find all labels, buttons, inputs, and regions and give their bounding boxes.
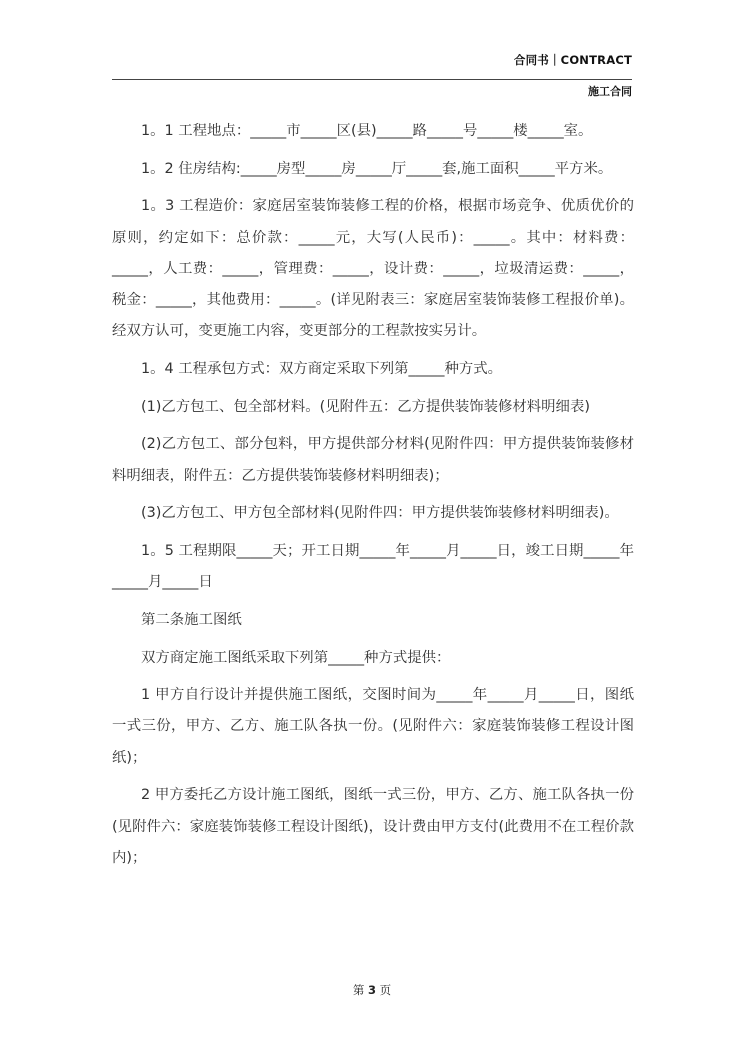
paragraph-1-3: 1。3 工程造价：家庭居室装饰装修工程的价格，根据市场竞争、优质优价的原则，约定如下：总价款：_____元，大写(人民币)：_____。其中：材料费：_____，人工费：_____，管理费：_____，设计费：_____，垃圾清运费：_____，税金：_____，其他费用：_____。(详见附表三：家庭居室装饰装修工程报价单)。经双方认可，变更施工内容，变更部分的工程款按实另计。 bbox=[112, 198, 634, 340]
paragraph-option-3: (3)乙方包工、甲方包全部材料(见附件四：甲方提供装饰装修材料明细表)。 bbox=[141, 505, 619, 522]
header-divider bbox=[112, 79, 632, 80]
document-body bbox=[112, 116, 634, 874]
paragraph-option-1: (1)乙方包工、包全部材料。(见附件五：乙方提供装饰装修材料明细表) bbox=[141, 398, 590, 415]
paragraph-drawings-2: 2 甲方委托乙方设计施工图纸，图纸一式三份，甲方、乙方、施工队各执一份(见附件六：家庭装饰装修工程设计图纸)，设计费由甲方支付(此费用不在工程价款内)； bbox=[112, 787, 634, 866]
paragraph-1-1: 1。1 工程地点：_____市_____区(县)_____路_____号_____楼_____室。 bbox=[141, 123, 593, 139]
paragraph-1-2: 1。2 住房结构:_____房型_____房_____厅_____套,施工面积_____平方米。 bbox=[141, 160, 613, 177]
footer-prefix: 第 bbox=[352, 983, 365, 997]
section-heading-2: 第二条施工图纸 bbox=[141, 611, 242, 628]
paragraph-drawings-intro: 双方商定施工图纸采取下列第_____种方式提供： bbox=[141, 649, 451, 666]
footer-suffix: 页 bbox=[379, 983, 392, 997]
paragraph-1-4: 1。4 工程承包方式：双方商定采取下列第_____种方式。 bbox=[141, 360, 503, 377]
header-brand: 合同书｜CONTRACT bbox=[513, 53, 632, 67]
paragraph-1-5: 1。5 工程期限_____天；开工日期_____年_____月_____日，竣工日期_____年_____月_____日 bbox=[112, 542, 634, 591]
paragraph-drawings-1: 1 甲方自行设计并提供施工图纸，交图时间为_____年_____月_____日，图纸一式三份，甲方、乙方、施工队各执一份。(见附件六：家庭装饰装修工程设计图纸)； bbox=[112, 687, 634, 766]
page-number: 3 bbox=[367, 983, 376, 997]
paragraph-option-2: (2)乙方包工、部分包料，甲方提供部分材料(见附件四：甲方提供装饰装修材料明细表，附件五：乙方提供装饰装修材料明细表)； bbox=[112, 436, 634, 484]
header-subtitle: 施工合同 bbox=[588, 85, 632, 98]
page-footer bbox=[0, 982, 744, 998]
